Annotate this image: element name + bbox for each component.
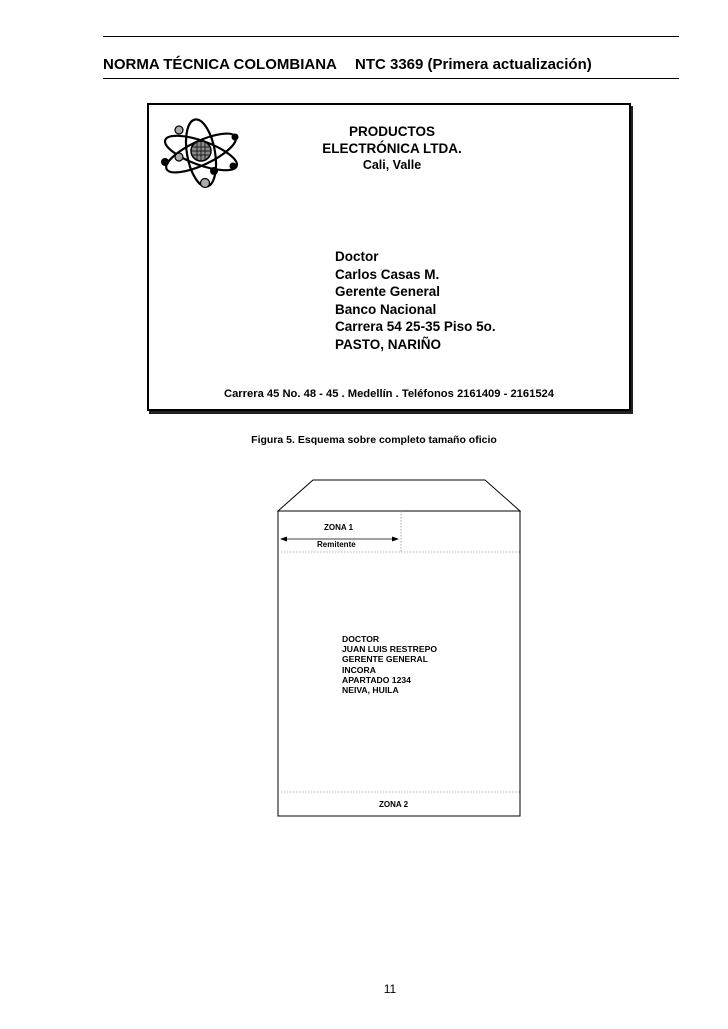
recipient-line: Carlos Casas M. (335, 266, 440, 282)
recipient-line: INCORA (342, 664, 376, 675)
zone2-label: ZONA 2 (379, 800, 409, 809)
header-top-rule (103, 36, 679, 37)
page-number: 11 (383, 982, 397, 996)
sender-line: ELECTRÓNICA LTDA. (322, 141, 462, 156)
recipient-line: NEIVA, HUILA (342, 685, 399, 696)
sender-line: PRODUCTOS (348, 124, 435, 139)
recipient-line: GERENTE GENERAL (342, 654, 428, 665)
recipient-line: Gerente General (335, 284, 441, 300)
recipient-block-schematic (342, 634, 437, 695)
envelope-schematic (277, 479, 521, 817)
atom-icon (159, 117, 243, 189)
envelope-footer: Carrera 45 No. 48 - 45 . Medellín . Teléfonos 2161409 - 2161524 (224, 388, 554, 400)
recipient-line: JUAN LUIS RESTREPO (342, 644, 438, 655)
recipient-line: Banco Nacional (335, 301, 437, 317)
sender-line: Cali, Valle (362, 158, 422, 172)
recipient-line: DOCTOR (342, 634, 380, 644)
recipient-line: PASTO, NARIÑO (335, 336, 442, 352)
header-left-title: NORMA TÉCNICA COLOMBIANA (103, 56, 337, 73)
recipient-line: Carrera 54 25-35 Piso 5o. (335, 319, 496, 335)
remitente-label: Remitente (317, 540, 356, 549)
header-right-title: NTC 3369 (Primera actualización) (355, 56, 592, 73)
recipient-block (335, 248, 496, 354)
figure-caption: Figura 5. Esquema sobre completo tamaño oficio (251, 434, 497, 446)
sender-block (309, 123, 475, 174)
zone1-label: ZONA 1 (324, 523, 354, 532)
envelope-sample (147, 103, 631, 411)
recipient-line: Doctor (335, 249, 379, 264)
header-bottom-rule (103, 78, 679, 79)
recipient-line: APARTADO 1234 (342, 674, 411, 685)
